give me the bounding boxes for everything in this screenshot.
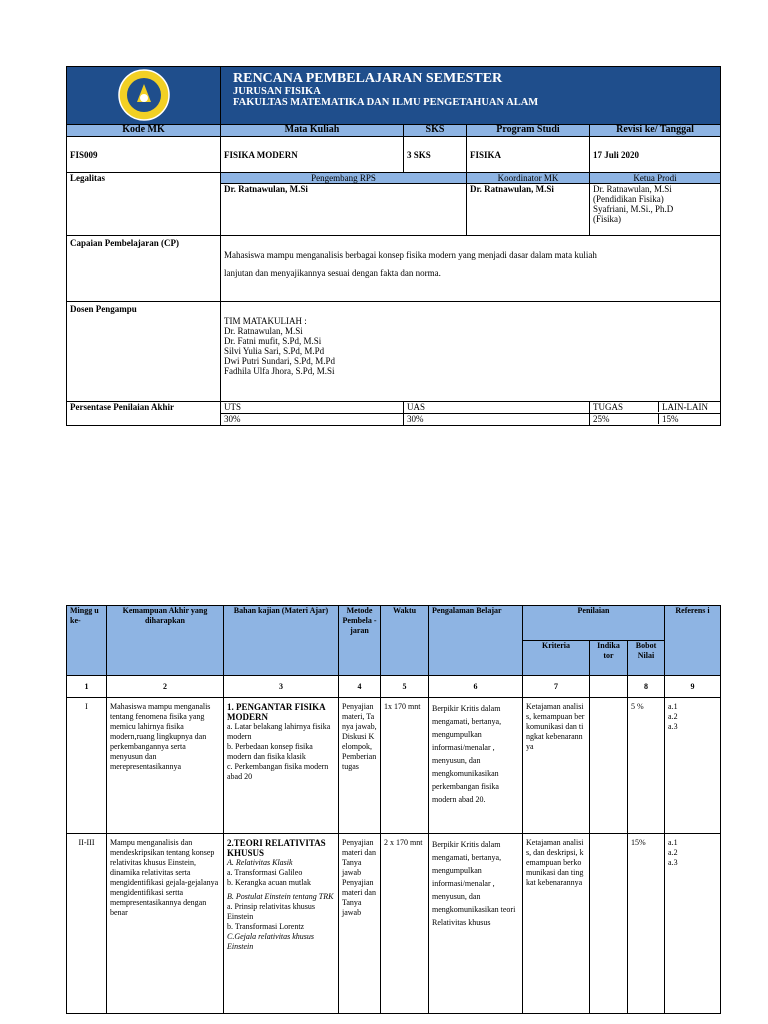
col-prodi-header: Program Studi bbox=[467, 125, 590, 137]
bahan-section: B. Postulat Einstein tentang TRK bbox=[227, 892, 334, 901]
col-number: 8 bbox=[628, 676, 665, 698]
bahan-item: a. Prinsip relativitas khusus Einstein bbox=[227, 902, 315, 921]
course-prodi: FISIKA bbox=[467, 137, 590, 173]
ref-item: a.3 bbox=[668, 722, 678, 731]
penilaian-header-lain: LAIN-LAIN bbox=[662, 402, 708, 412]
dosen-list bbox=[221, 302, 721, 402]
table-row bbox=[67, 834, 721, 1014]
col-waktu: Waktu bbox=[381, 606, 429, 676]
pengembang-name: Dr. Ratnawulan, M.Si bbox=[221, 184, 467, 236]
koordinator-label: Koordinator MK bbox=[467, 173, 590, 184]
row-metode: Penyajian materi, Tanya jawab, Diskusi Kelompok, Pemberian tugas bbox=[339, 698, 381, 834]
row-bahan bbox=[224, 698, 339, 834]
cp-label: Capaian Pembelajaran (CP) bbox=[67, 236, 221, 302]
row-referensi bbox=[665, 698, 721, 834]
penilaian-value-lain: 15% bbox=[662, 414, 679, 424]
penilaian-value bbox=[590, 414, 721, 426]
ref-item: a.2 bbox=[668, 712, 678, 721]
row-referensi bbox=[665, 834, 721, 1014]
pengembang-label: Pengembang RPS bbox=[221, 173, 467, 184]
penilaian-header-tugas: TUGAS bbox=[590, 402, 659, 412]
bahan-title: 2.TEORI RELATIVITAS KHUSUS bbox=[227, 838, 326, 858]
col-number: 7 bbox=[523, 676, 590, 698]
dosen-line: Dr. Fatni mufit, S.Pd, M.Si bbox=[224, 336, 322, 346]
row-bobot: 5 % bbox=[628, 698, 665, 834]
ref-item: a.1 bbox=[668, 838, 678, 847]
row-waktu: 1x 170 mnt bbox=[381, 698, 429, 834]
bahan-item: c. Perkembangan fisika modern abad 20 bbox=[227, 762, 329, 781]
ketua-line: Dr. Ratnawulan, M.Si bbox=[593, 184, 672, 194]
course-name: FISIKA MODERN bbox=[221, 137, 404, 173]
course-sks: 3 SKS bbox=[404, 137, 467, 173]
col-number: 5 bbox=[381, 676, 429, 698]
koordinator-name: Dr. Ratnawulan, M.Si bbox=[467, 184, 590, 236]
rps-plan-table bbox=[66, 605, 721, 1014]
col-number: 4 bbox=[339, 676, 381, 698]
ketua-line: (Fisika) bbox=[593, 214, 621, 224]
col-sks-header: SKS bbox=[404, 125, 467, 137]
dosen-line: Fadhila Ulfa Jhora, S.Pd, M.Si bbox=[224, 366, 335, 376]
penilaian-header bbox=[590, 402, 721, 414]
logo-cell bbox=[67, 67, 221, 125]
ref-item: a.2 bbox=[668, 848, 678, 857]
cp-text bbox=[221, 236, 721, 302]
ref-item: a.1 bbox=[668, 702, 678, 711]
row-indikator bbox=[590, 698, 628, 834]
dosen-line: Silvi Yulia Sari, S.Pd, M.Pd bbox=[224, 346, 325, 356]
dosen-line: TIM MATAKULIAH : bbox=[224, 316, 307, 326]
page-title: RENCANA PEMBELAJARAN SEMESTER bbox=[233, 71, 503, 86]
dosen-line: Dwi Putri Sundari, S.Pd, M.Pd bbox=[224, 356, 336, 366]
row-indikator bbox=[590, 834, 628, 1014]
penilaian-value: 30% bbox=[221, 414, 404, 426]
col-number: 2 bbox=[107, 676, 224, 698]
penilaian-value: 30% bbox=[404, 414, 590, 426]
dosen-line: Dr. Ratnawulan, M.Si bbox=[224, 326, 303, 336]
col-minggu: Mingg u ke- bbox=[67, 606, 107, 676]
col-penilaian: Penilaian bbox=[523, 606, 665, 641]
course-code: FIS009 bbox=[67, 137, 221, 173]
col-kode-header: Kode MK bbox=[67, 125, 221, 137]
ketua-line: (Pendidikan Fisika) bbox=[593, 194, 664, 204]
legalitas-label: Legalitas bbox=[67, 173, 221, 236]
row-minggu: II-III bbox=[67, 834, 107, 1014]
penilaian-header: UTS bbox=[221, 402, 404, 414]
row-metode: Penyajian materi dan Tanya jawab Penyajian materi dan Tanya jawab bbox=[339, 834, 381, 1014]
row-bobot: 15% bbox=[628, 834, 665, 1014]
bahan-item: b. Kerangka acuan mutlak bbox=[227, 878, 311, 887]
col-referensi: Referens i bbox=[665, 606, 721, 676]
col-kemampuan: Kemampuan Akhir yang diharapkan bbox=[107, 606, 224, 676]
bahan-item: a. Latar belakang lahirnya fisika modern bbox=[227, 722, 331, 741]
rps-header-table bbox=[66, 66, 721, 426]
dosen-label: Dosen Pengampu bbox=[67, 302, 221, 402]
bahan-item: a. Transformasi Galileo bbox=[227, 868, 303, 877]
col-bahan: Bahan kajian (Materi Ajar) bbox=[224, 606, 339, 676]
course-revisi: 17 Juli 2020 bbox=[590, 137, 721, 173]
bahan-section: A. Relativitas Klasik bbox=[227, 858, 293, 867]
university-logo-icon bbox=[117, 68, 171, 122]
col-indikator: Indika tor bbox=[590, 641, 628, 676]
cp-line: lanjutan dan menyajikannya sesuai dengan fakta dan norma. bbox=[224, 268, 441, 278]
col-number bbox=[590, 676, 628, 698]
ketua-names bbox=[590, 184, 721, 236]
department: JURUSAN FISIKA bbox=[233, 86, 321, 97]
col-pengalaman: Pengalaman Belajar bbox=[429, 606, 523, 676]
col-number: 1 bbox=[67, 676, 107, 698]
col-mk-header: Mata Kuliah bbox=[221, 125, 404, 137]
cp-line: Mahasiswa mampu menganalisis berbagai konsep fisika modern yang menjadi dasar dalam mata kuliah bbox=[224, 250, 597, 260]
col-metode: Metode Pembela - jaran bbox=[339, 606, 381, 676]
row-minggu: I bbox=[67, 698, 107, 834]
bahan-title: 1. PENGANTAR FISIKA MODERN bbox=[227, 702, 326, 722]
penilaian-value-tugas: 25% bbox=[590, 414, 659, 424]
ketua-label: Ketua Prodi bbox=[590, 173, 721, 184]
ketua-line: Syafriani, M.Si., Ph.D bbox=[593, 204, 674, 214]
col-number: 9 bbox=[665, 676, 721, 698]
bahan-item: b. Perbedaan konsep fisika modern dan fisika klasik bbox=[227, 742, 313, 761]
faculty: FAKULTAS MATEMATIKA DAN ILMU PENGETAHUAN ALAM bbox=[233, 97, 539, 108]
row-waktu: 2 x 170 mnt bbox=[381, 834, 429, 1014]
ref-item: a.3 bbox=[668, 858, 678, 867]
row-kemampuan: Mampu menganalisis dan mendeskripsikan tentang konsep relativitas khusus Einstein, dinamika relativitas serta mengidentifikasi gejala-gejalanya mengidentifikasi sertta mempresentasikannya dengan benar bbox=[107, 834, 224, 1014]
row-pengalaman: Berpikir Kritis dalam mengamati, bertanya, mengumpulkan informasi/menalar , menyusun, dan mengkomunikasikan perkembangan fisika modern abad 20. bbox=[429, 698, 523, 834]
col-bobot: Bobot Nilai bbox=[628, 641, 665, 676]
table-row bbox=[67, 698, 721, 834]
col-number: 6 bbox=[429, 676, 523, 698]
row-kemampuan: Mahasiswa mampu menganalis tentang fenomena fisika yang memicu lahirnya fisika modern,ruang lingkupnya dan perkembangannya serta menyusun dan merepresentasikannya bbox=[107, 698, 224, 834]
row-kriteria: Ketajaman analisis, dan deskripsi, kemampuan berkomunikasi dan tingkat kebenarannya bbox=[523, 834, 590, 1014]
penilaian-header: UAS bbox=[404, 402, 590, 414]
row-pengalaman: Berpikir Kritis dalam mengamati, bertanya, mengumpulkan informasi/menalar , menyusun, dan mengkomunikasikan teori Relativitas khusus bbox=[429, 834, 523, 1014]
col-revisi-header: Revisi ke/ Tanggal bbox=[590, 125, 721, 137]
bahan-item: b. Transformasi Lorentz bbox=[227, 922, 305, 931]
penilaian-label: Persentase Penilaian Akhir bbox=[67, 402, 221, 426]
col-number: 3 bbox=[224, 676, 339, 698]
title-cell bbox=[221, 67, 721, 125]
row-bahan bbox=[224, 834, 339, 1014]
row-kriteria: Ketajaman analisis, kemampuan berkomunikasi dan tingkat kebenarannya bbox=[523, 698, 590, 834]
col-kriteria: Kriteria bbox=[523, 641, 590, 676]
bahan-section: C.Gejala relativitas khusus Einstein bbox=[227, 932, 315, 951]
